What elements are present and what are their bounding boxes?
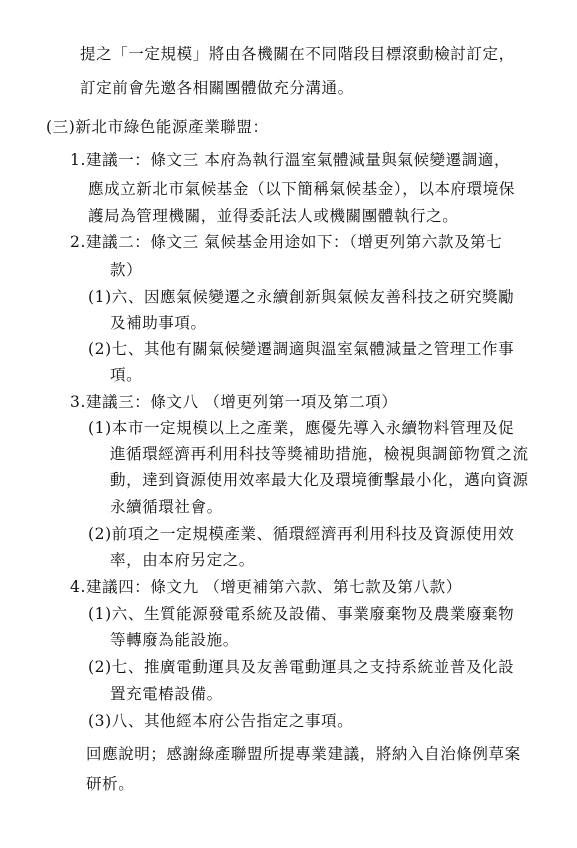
intro-line-2: 訂定前會先邀各相關團體做充分溝通。 — [80, 79, 354, 97]
item-4-sub-2-line-2: 置充電樁設備。 — [110, 685, 223, 703]
item-3-sub-1-line-2: 進循環經濟再利用科技等獎補助措施，檢視與調節物質之流 — [110, 445, 529, 463]
item-4-sub-1-line-1: (1)六、生質能源發電系統及設備、事業廢棄物及農業廢棄物 — [88, 605, 515, 623]
section-heading: (三)新北市綠色能源產業聯盟： — [46, 118, 269, 136]
item-3-sub-2-line-2: 率，由本府另定之。 — [110, 551, 255, 569]
item-1-line-1: 1.建議一：條文三 本府為執行溫室氣體減量與氣候變遷調適， — [70, 151, 511, 169]
item-3-sub-1-line-4: 永續循環社會。 — [110, 498, 223, 516]
response-line-2: 研析。 — [86, 775, 135, 793]
item-3-sub-2-line-1: (2)前項之一定規模產業、循環經濟再利用科技及資源使用效 — [88, 525, 515, 543]
item-2-sub-2-line-2: 項。 — [110, 366, 143, 384]
response-line-1: 回應說明；感謝綠產聯盟所提專業建議，將納入自治條例草案 — [86, 745, 521, 763]
item-4-line-1: 4.建議四：條文九 （增更補第六款、第七款及第八款） — [70, 578, 462, 596]
item-4-sub-2-line-1: (2)七、推廣電動運具及友善電動運具之支持系統並普及化設 — [88, 658, 515, 676]
item-4-sub-1-line-2: 等轉廢為能設施。 — [110, 631, 239, 649]
item-4-sub-3-line-1: (3)八、其他經本府公告指定之事項。 — [88, 712, 354, 730]
item-2-sub-1-line-2: 及補助事項。 — [110, 314, 207, 332]
item-1-line-2: 應成立新北市氣候基金（以下簡稱氣候基金），以本府環境保 — [88, 180, 515, 198]
item-3-sub-1-line-1: (1)本市一定規模以上之產業，應優先導入永續物料管理及促 — [88, 419, 515, 437]
item-3-line-1: 3.建議三：條文八 （增更列第一項及第二項） — [70, 393, 398, 411]
item-2-line-1: 2.建議二：條文三 氣候基金用途如下：（增更列第六款及第七 — [70, 233, 503, 251]
item-1-line-3: 護局為管理機關，並得委託法人或機關團體執行之。 — [88, 207, 459, 225]
item-2-sub-1-line-1: (1)六、因應氣候變遷之永續創新與氣候友善科技之研究獎勵 — [88, 288, 515, 306]
item-2-line-2: 款） — [110, 261, 143, 279]
intro-line-1: 提之「一定規模」將由各機關在不同階段目標滾動檢討訂定， — [80, 45, 515, 63]
item-3-sub-1-line-3: 動，達到資源使用效率最大化及環境衝擊最小化，邁向資源 — [110, 471, 529, 489]
item-2-sub-2-line-1: (2)七、其他有關氣候變遷調適與溫室氣體減量之管理工作事 — [88, 340, 515, 358]
